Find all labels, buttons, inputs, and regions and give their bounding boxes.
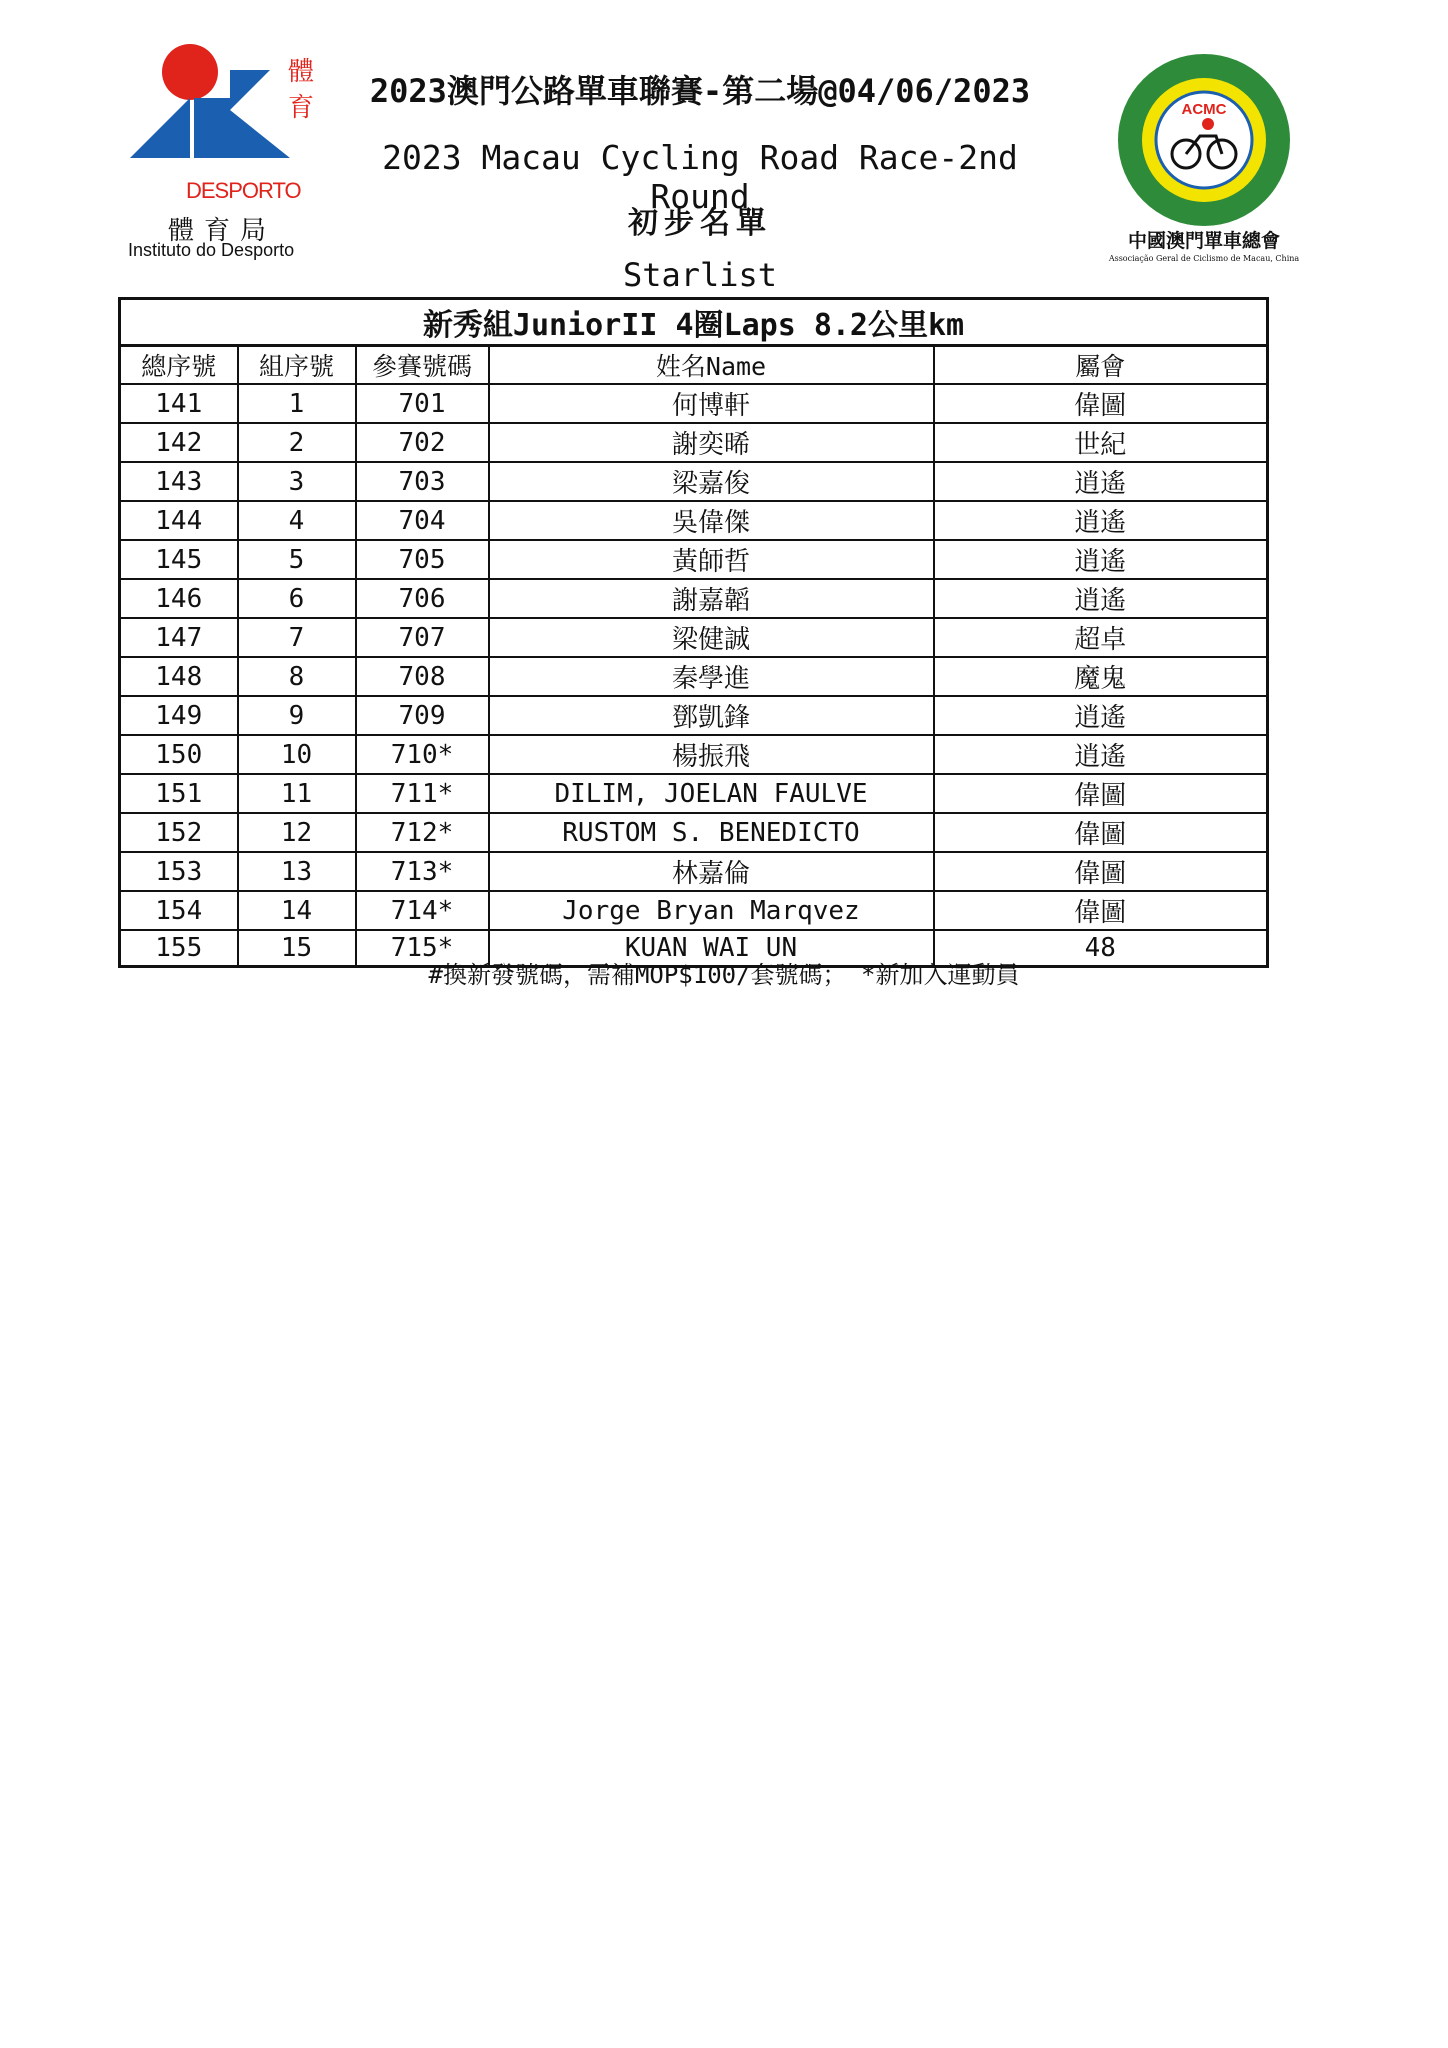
cell-overall-no: 146 — [120, 579, 238, 618]
cell-overall-no: 154 — [120, 891, 238, 930]
mark-cn-1: 體 — [288, 57, 315, 87]
cell-club: 偉圖 — [934, 891, 1268, 930]
cell-bib: 707 — [356, 618, 489, 657]
cell-name: DILIM, JOELAN FAULVE — [489, 774, 934, 813]
table-row — [120, 618, 1268, 657]
table-caption: 新秀組JuniorII 4圈Laps 8.2公里km — [120, 299, 1268, 346]
cell-name: 謝奕晞 — [489, 423, 934, 462]
col-header-bib: 參賽號碼 — [356, 346, 489, 385]
col-header-name: 姓名Name — [489, 346, 934, 385]
cell-group-no: 8 — [238, 657, 356, 696]
cell-club: 魔鬼 — [934, 657, 1268, 696]
cell-overall-no: 152 — [120, 813, 238, 852]
cell-club: 逍遙 — [934, 735, 1268, 774]
table-row — [120, 540, 1268, 579]
cell-overall-no: 147 — [120, 618, 238, 657]
title-en: 2023 Macau Cycling Road Race-2nd Round — [382, 138, 1018, 216]
col-header-group-no: 組序號 — [238, 346, 356, 385]
cell-name: 林嘉倫 — [489, 852, 934, 891]
cell-group-no: 12 — [238, 813, 356, 852]
cell-group-no: 6 — [238, 579, 356, 618]
cell-group-no: 1 — [238, 384, 356, 423]
cell-name: 何博軒 — [489, 384, 934, 423]
cell-name: RUSTOM S. BENEDICTO — [489, 813, 934, 852]
cell-group-no: 5 — [238, 540, 356, 579]
cell-club: 逍遙 — [934, 501, 1268, 540]
table-row — [120, 891, 1268, 930]
table-row — [120, 813, 1268, 852]
table-row — [120, 657, 1268, 696]
cell-name: 謝嘉韜 — [489, 579, 934, 618]
desporto-mark-icon — [120, 40, 330, 190]
cell-bib: 711* — [356, 774, 489, 813]
cell-name: KUAN WAI UN — [489, 930, 934, 967]
cell-bib: 708 — [356, 657, 489, 696]
subtitle-en: Starlist — [622, 256, 778, 294]
cell-group-no: 4 — [238, 501, 356, 540]
cell-overall-no: 151 — [120, 774, 238, 813]
table-body — [120, 384, 1268, 967]
footnote: #換新發號碼，需補MOP$100/套號碼； *新加入運動員 — [428, 961, 1020, 989]
title-cn: 2023澳門公路單車聯賽-第二場@04/06/2023 — [369, 72, 1031, 110]
cell-group-no: 14 — [238, 891, 356, 930]
desporto-org-cn: 體育局 — [168, 216, 277, 246]
cell-club: 逍遙 — [934, 579, 1268, 618]
cell-bib: 710* — [356, 735, 489, 774]
cell-name: 吳偉傑 — [489, 501, 934, 540]
acmc-badge-text: ACMC — [1181, 101, 1227, 118]
subtitle-cn: 初步名單 — [628, 206, 772, 241]
acmc-org-cn: 中國澳門單車總會 — [1127, 230, 1280, 252]
cell-club: 偉圖 — [934, 813, 1268, 852]
cell-overall-no: 141 — [120, 384, 238, 423]
cell-club: 偉圖 — [934, 852, 1268, 891]
table-row — [120, 462, 1268, 501]
cell-group-no: 13 — [238, 852, 356, 891]
cell-overall-no: 145 — [120, 540, 238, 579]
mark-cn-2: 育 — [288, 93, 315, 123]
cell-overall-no: 144 — [120, 501, 238, 540]
cell-group-no: 9 — [238, 696, 356, 735]
cell-bib: 703 — [356, 462, 489, 501]
starlist-table — [118, 297, 1269, 968]
cell-bib: 709 — [356, 696, 489, 735]
table-row — [120, 774, 1268, 813]
cell-club: 逍遙 — [934, 462, 1268, 501]
cell-name: 黃師哲 — [489, 540, 934, 579]
cell-group-no: 2 — [238, 423, 356, 462]
table-row — [120, 852, 1268, 891]
cell-club: 世紀 — [934, 423, 1268, 462]
cell-club: 偉圖 — [934, 774, 1268, 813]
table-row — [120, 501, 1268, 540]
cell-club: 逍遙 — [934, 696, 1268, 735]
cell-overall-no: 153 — [120, 852, 238, 891]
cell-club: 逍遙 — [934, 540, 1268, 579]
acmc-org-pt: Associação Geral de Ciclismo de Macau, China — [1108, 254, 1300, 263]
cell-bib: 706 — [356, 579, 489, 618]
cell-bib: 715* — [356, 930, 489, 967]
cell-club: 48 — [934, 930, 1268, 967]
desporto-org-pt: Instituto do Desporto — [128, 240, 295, 260]
cell-group-no: 3 — [238, 462, 356, 501]
cell-name: 楊振飛 — [489, 735, 934, 774]
table-header-row — [120, 346, 1268, 385]
cell-overall-no: 148 — [120, 657, 238, 696]
col-header-overall-no: 總序號 — [120, 346, 238, 385]
cell-name: Jorge Bryan Marqvez — [489, 891, 934, 930]
table-row — [120, 696, 1268, 735]
acmc-badge-icon — [1116, 52, 1292, 228]
cell-bib: 704 — [356, 501, 489, 540]
cell-name: 梁嘉俊 — [489, 462, 934, 501]
table-row — [120, 579, 1268, 618]
cell-overall-no: 149 — [120, 696, 238, 735]
cell-overall-no: 155 — [120, 930, 238, 967]
table-row — [120, 384, 1268, 423]
cell-name: 鄧凱鋒 — [489, 696, 934, 735]
cell-overall-no: 150 — [120, 735, 238, 774]
cell-bib: 712* — [356, 813, 489, 852]
cell-group-no: 15 — [238, 930, 356, 967]
cell-club: 超卓 — [934, 618, 1268, 657]
cell-club: 偉圖 — [934, 384, 1268, 423]
cell-overall-no: 142 — [120, 423, 238, 462]
cell-overall-no: 143 — [120, 462, 238, 501]
cell-bib: 705 — [356, 540, 489, 579]
cell-name: 秦學進 — [489, 657, 934, 696]
table-row — [120, 423, 1268, 462]
cell-group-no: 10 — [238, 735, 356, 774]
table-row — [120, 735, 1268, 774]
cell-group-no: 11 — [238, 774, 356, 813]
cell-group-no: 7 — [238, 618, 356, 657]
acmc-logo — [1116, 52, 1292, 228]
cell-bib: 713* — [356, 852, 489, 891]
cell-bib: 701 — [356, 384, 489, 423]
col-header-club: 屬會 — [934, 346, 1268, 385]
cell-bib: 702 — [356, 423, 489, 462]
desporto-wordmark: DESPORTO — [186, 178, 301, 203]
cell-bib: 714* — [356, 891, 489, 930]
cell-name: 梁健誠 — [489, 618, 934, 657]
